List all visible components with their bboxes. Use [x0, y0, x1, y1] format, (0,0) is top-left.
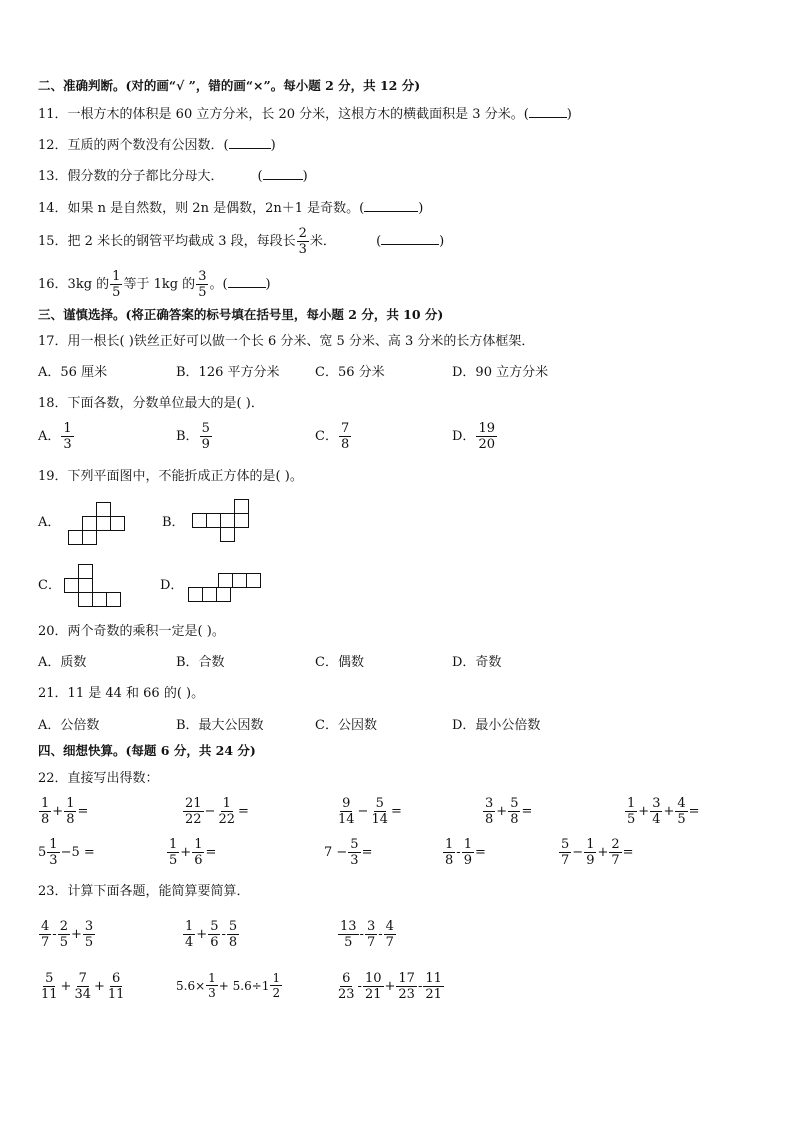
calc-expression: $\frac{1}{5}$ + $\frac{1}{6}$ =	[169, 837, 217, 868]
q18-option-a: A． $\frac{1}{3}$	[38, 421, 72, 452]
question-13: 13．假分数的分子都比分母大． ( )	[38, 169, 308, 184]
calc-expression: $\frac{5}{7}$ − $\frac{1}{9}$ + $\frac{2}{7}$ =	[561, 837, 634, 868]
fraction: $\frac{2}{3}$	[298, 226, 307, 257]
question-15: 15．把 2 米长的钢管平均截成 3 段，每段长 $\frac{2}{3}$ 米． ( )	[38, 226, 445, 257]
calc-expression: $\frac{6}{23}$ - $\frac{10}{21}$ + $\frac{17}{23}$ - $\frac{11}{21}$	[338, 971, 442, 1002]
q21-option-b: B．最大公因数	[176, 718, 264, 733]
q19-label-b: B．	[162, 515, 185, 530]
q19-label-d: D．	[160, 578, 184, 593]
q17-option-a: A．56 厘米	[38, 365, 108, 380]
question-21: 21．11 是 44 和 66 的( )。	[38, 686, 205, 701]
q17-option-d: D．90 立方分米	[452, 365, 549, 380]
calc-expression: $\frac{1}{8}$ - $\frac{1}{9}$ =	[445, 837, 486, 868]
q19-label-a: A．	[38, 515, 61, 530]
question-11: 11．一根方木的体积是 60 立方分米，长 20 分米，这根方木的横截面积是 3 分米。( )	[38, 107, 572, 122]
calc-expression: $\frac{4}{7}$ - $\frac{2}{5}$ + $\frac{3}{5}$	[41, 919, 94, 950]
question-20: 20．两个奇数的乘积一定是( )。	[38, 624, 225, 639]
q20-option-b: B．合数	[176, 655, 225, 670]
section-3-title: 三、谨慎选择。(将正确答案的标号填在括号里，每小题 2 分，共 10 分)	[38, 307, 444, 322]
question-17: 17．用一根长( )铁丝正好可以做一个长 6 分米、宽 5 分米、高 3 分米的长方体框架．	[38, 334, 535, 349]
calc-expression: $\frac{1}{4}$ + $\frac{5}{6}$ - $\frac{5}{8}$	[185, 919, 238, 950]
q20-option-a: A．质数	[38, 655, 87, 670]
q18-option-b: B． $\frac{5}{9}$	[176, 421, 210, 452]
calc-expression: $\frac{1}{8}$ + $\frac{1}{8}$ =	[41, 796, 89, 827]
calc-expression: 7 − $\frac{5}{3}$ =	[324, 837, 373, 868]
q21-option-d: D．最小公倍数	[452, 718, 541, 733]
calc-expression: $\frac{5}{11}$ + $\frac{7}{34}$ + $\frac{6}{11}$	[41, 971, 125, 1002]
q21-option-a: A．公倍数	[38, 718, 100, 733]
q18-option-d: D． $\frac{19}{20}$	[452, 421, 495, 452]
question-23: 23．计算下面各题，能简算要简算．	[38, 884, 250, 899]
q21-option-c: C．公因数	[315, 718, 377, 733]
calc-expression: $\frac{1}{5}$ + $\frac{3}{4}$ + $\frac{4}{5}$ =	[627, 796, 700, 827]
q17-option-c: C．56 分米	[315, 365, 385, 380]
question-12: 12．互质的两个数没有公因数．( )	[38, 138, 276, 153]
question-22: 22．直接写出得数：	[38, 771, 159, 786]
section-4-title: 四、细想快算。(每题 6 分，共 24 分)	[38, 743, 256, 758]
section-2-title: 二、准确判断。(对的画“√ ”，错的画“×”。每小题 2 分，共 12 分)	[38, 78, 421, 93]
q18-option-c: C． $\frac{7}{8}$	[315, 421, 350, 452]
calc-expression: 5.6× $\frac{1}{3}$ + 5.6÷1 $\frac{1}{2}$	[176, 971, 281, 1000]
question-16: 16．3kg 的 $\frac{1}{5}$ 等于 1kg 的 $\frac{3}{5}$ 。( )	[38, 269, 271, 300]
calc-expression: $\frac{9}{14}$ − $\frac{5}{14}$ =	[338, 796, 402, 827]
q20-option-d: D．奇数	[452, 655, 502, 670]
q17-option-b: B．126 平方分米	[176, 365, 280, 380]
question-19: 19．下列平面图中，不能折成正方体的是( )。	[38, 469, 303, 484]
calc-expression: $\frac{13}{5}$ - $\frac{3}{7}$ - $\frac{4}{7}$	[340, 919, 394, 950]
question-18: 18．下面各数，分数单位最大的是( )．	[38, 396, 264, 411]
q20-option-c: C．偶数	[315, 655, 364, 670]
question-14: 14．如果 n 是自然数，则 2n 是偶数，2n＋1 是奇数。( )	[38, 201, 424, 216]
q19-label-c: C．	[38, 578, 61, 593]
calc-expression: 5 $\frac{1}{3}$ −5 =	[38, 837, 95, 868]
calc-expression: $\frac{21}{22}$ − $\frac{1}{22}$ =	[185, 796, 249, 827]
fraction: $\frac{3}{5}$	[198, 269, 207, 300]
fraction: $\frac{1}{5}$	[112, 269, 121, 300]
calc-expression: $\frac{3}{8}$ + $\frac{5}{8}$ =	[485, 796, 533, 827]
